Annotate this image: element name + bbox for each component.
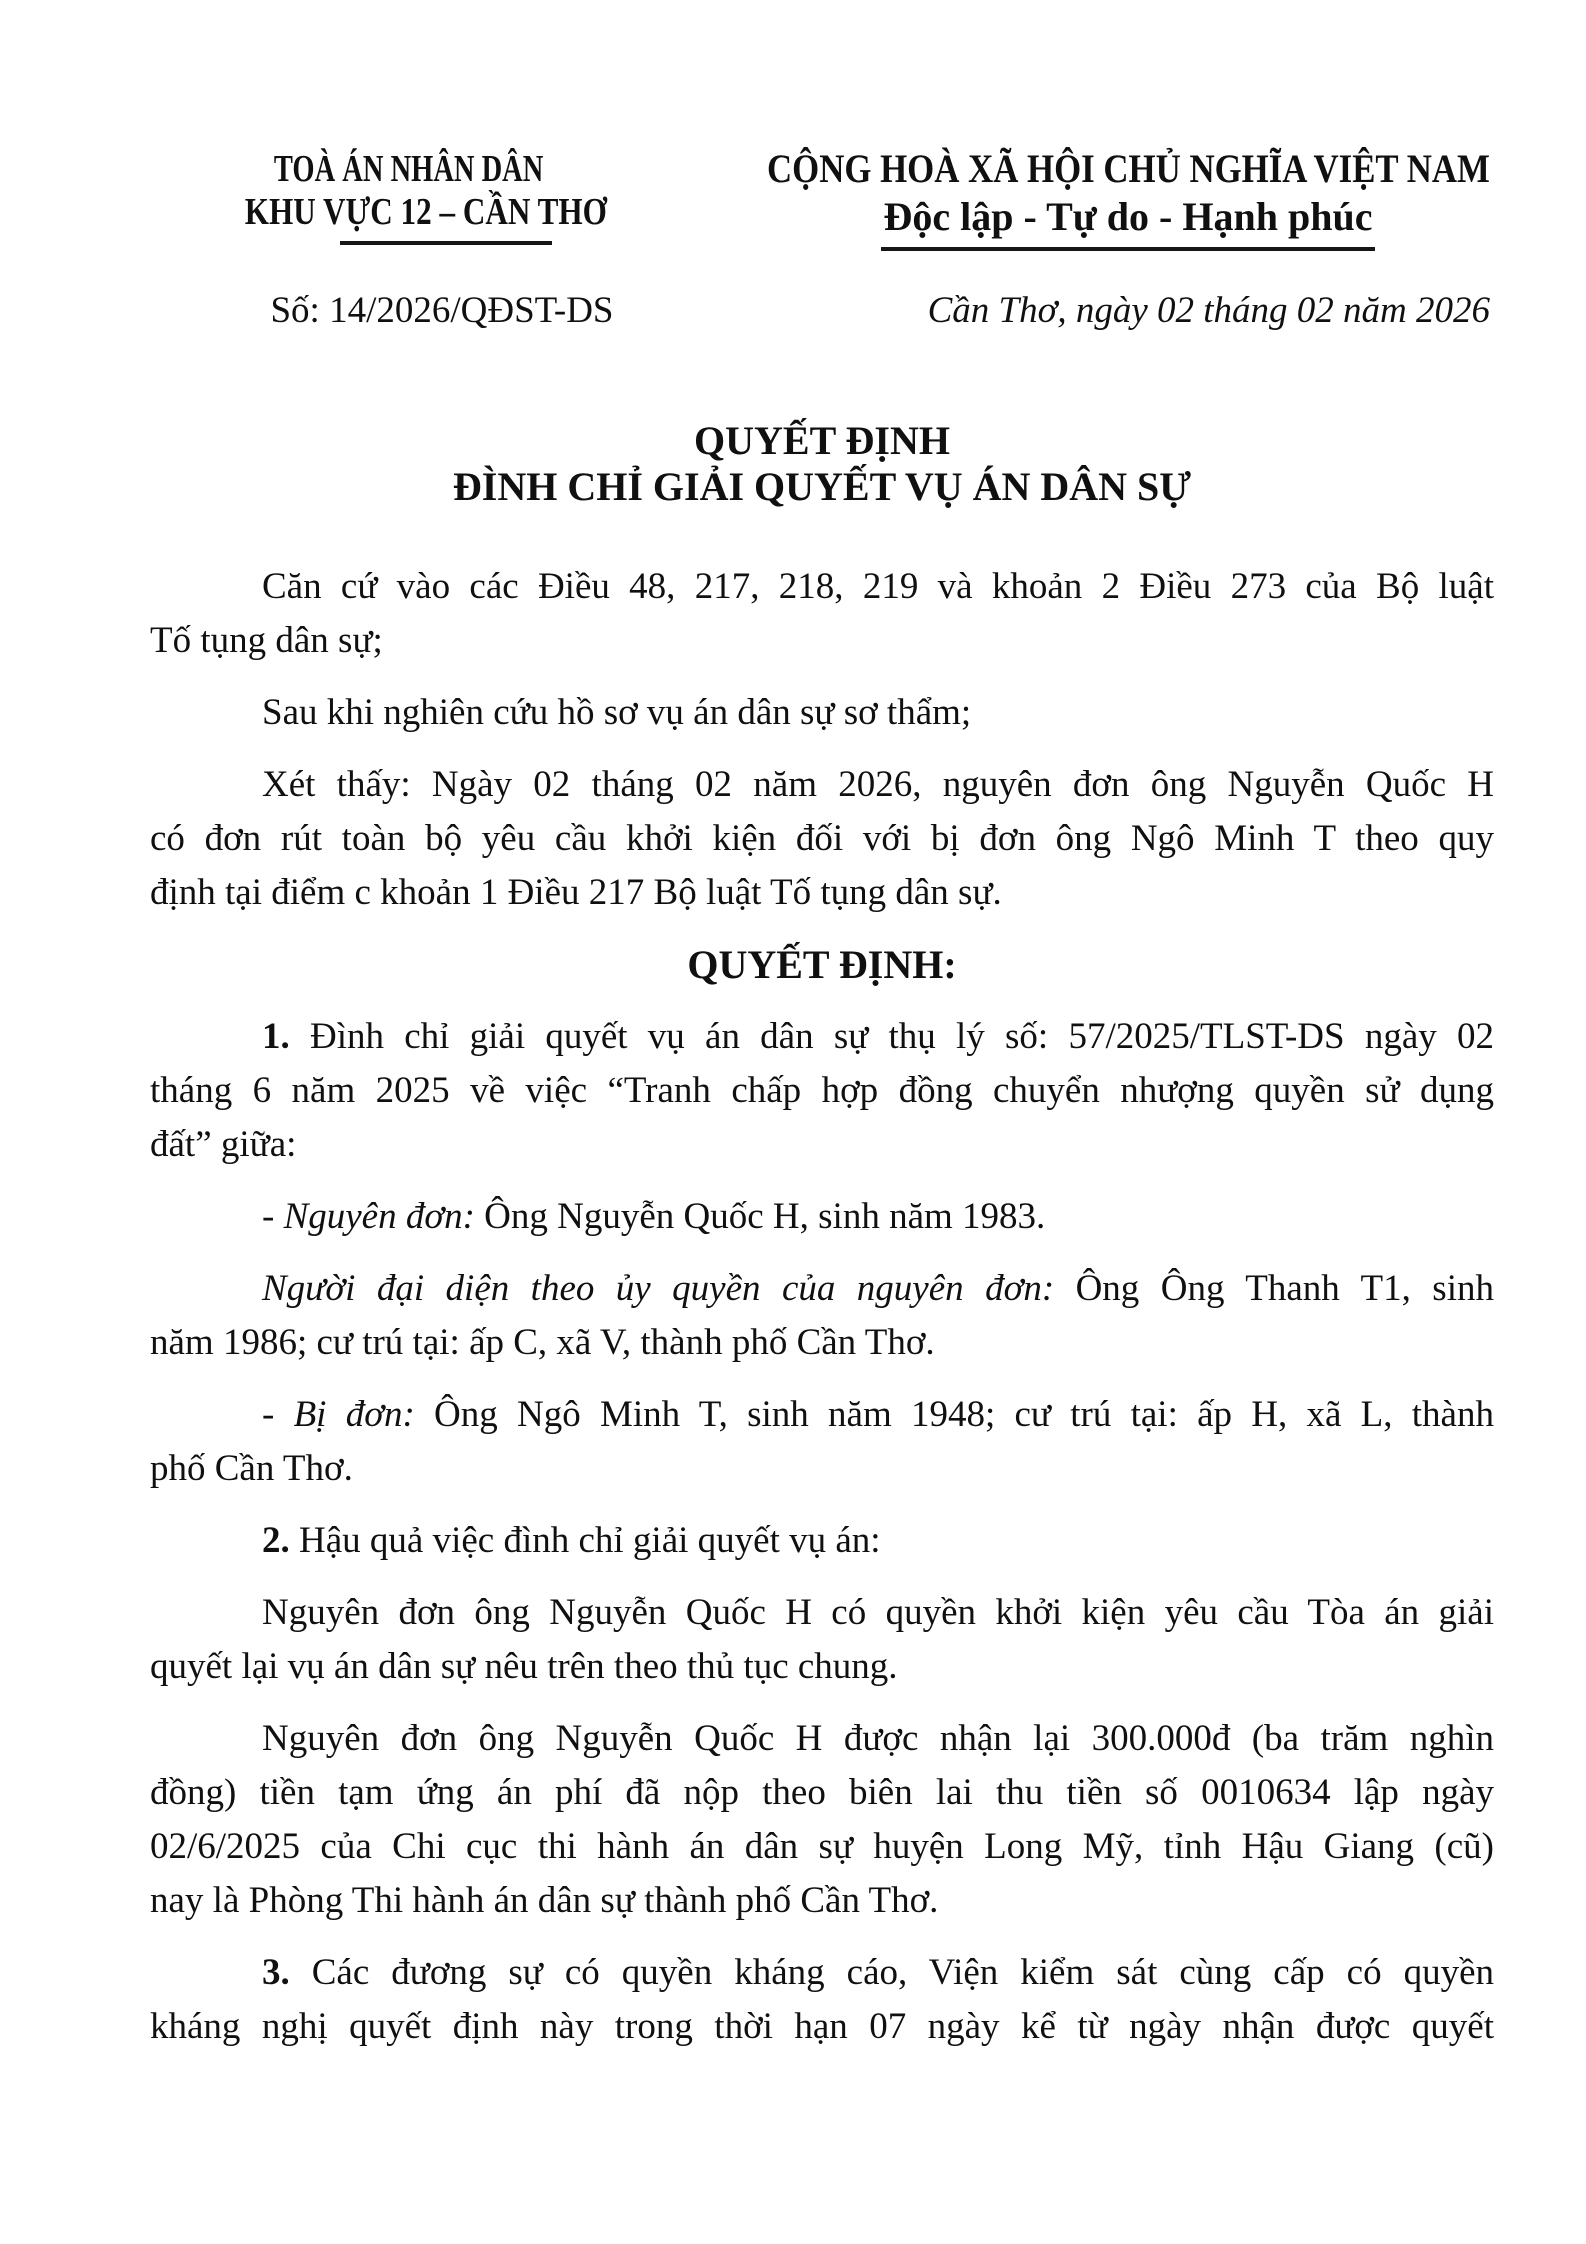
text-line (150, 1190, 1494, 1244)
text-line (150, 1586, 1494, 1640)
text-run: nay là Phòng Thi hành án dân sự thành phố Cần Thơ. (150, 1880, 939, 1921)
text-run: 1. (262, 1016, 290, 1057)
paragraph-item-3 (150, 1946, 1494, 2054)
text-line (150, 758, 1494, 812)
text-run: - Nguyên đơn: (262, 1196, 475, 1237)
text-line (150, 1820, 1494, 1874)
text-run: đồng) tiền tạm ứng án phí đã nộp theo biên lai thu tiền số 0010634 lập ngày (150, 1772, 1494, 1813)
text-line (150, 1118, 1494, 1172)
motto-line (706, 194, 1550, 251)
paragraph-can-cu (150, 560, 1494, 668)
text-run: Căn cứ vào các Điều 48, 217, 218, 219 và khoản 2 Điều 273 của Bộ luật (262, 566, 1494, 607)
republic-name-text: CỘNG HOÀ XÃ HỘI CHỦ NGHĨA VIỆT NAM (766, 146, 1490, 191)
text-run: - Bị đơn: (262, 1394, 415, 1435)
decision-heading (150, 938, 1494, 992)
text-line (150, 560, 1494, 614)
document-title (150, 418, 1494, 510)
text-run: 2. (262, 1520, 290, 1561)
text-run: Xét thấy: Ngày 02 tháng 02 năm 2026, nguyên đơn ông Nguyễn Quốc H (262, 764, 1494, 805)
place-and-date: Cần Thơ, ngày 02 tháng 02 năm 2026 (927, 290, 1490, 331)
text-run: Sau khi nghiên cứu hồ sơ vụ án dân sự sơ thẩm; (262, 692, 972, 733)
issuing-court-block (205, 148, 613, 245)
text-run: Ông Ông Thanh T1, sinh (1054, 1268, 1494, 1309)
text-line (150, 866, 1494, 920)
text-run: Nguyên đơn ông Nguyễn Quốc H có quyền khởi kiện yêu cầu Tòa án giải (262, 1592, 1494, 1633)
paragraph-xet-thay (150, 758, 1494, 920)
document-body (150, 560, 1494, 2054)
text-run: Đình chỉ giải quyết vụ án dân sự thụ lý số: 57/2025/TLST-DS ngày 02 (289, 1016, 1494, 1057)
text-line (150, 1874, 1494, 1928)
text-line (150, 1010, 1494, 1064)
republic-name-line (706, 146, 1550, 191)
court-name-text: TOÀ ÁN NHÂN DÂN (274, 148, 544, 190)
text-run: quyết lại vụ án dân sự nêu trên theo thủ tục chung. (150, 1646, 898, 1687)
text-run: QUYẾT ĐỊNH: (687, 942, 957, 987)
text-run: Ông Nguyễn Quốc H, sinh năm 1983. (474, 1196, 1046, 1237)
paragraph-nguyen-don (150, 1190, 1494, 1244)
text-run: kháng nghị quyết định này trong thời hạn 07 ngày kể từ ngày nhận được quyết (150, 2006, 1494, 2047)
text-line (150, 1316, 1494, 1370)
paragraph-sau-khi (150, 686, 1494, 740)
text-run: phố Cần Thơ. (150, 1448, 353, 1489)
document-title-line2: ĐÌNH CHỈ GIẢI QUYẾT VỤ ÁN DÂN SỰ (452, 464, 1192, 509)
paragraph-bi-don (150, 1388, 1494, 1496)
text-run: định tại điểm c khoản 1 Điều 217 Bộ luật Tố tụng dân sự. (150, 872, 1002, 913)
text-line (150, 686, 1494, 740)
text-line (150, 1712, 1494, 1766)
court-name-line2 (205, 191, 613, 234)
text-line (150, 1640, 1494, 1694)
motto-text: Độc lập - Tự do - Hạnh phúc (881, 194, 1376, 251)
document-number: Số: 14/2026/QĐST-DS (270, 290, 614, 331)
text-run: Người đại diện theo ủy quyền của nguyên đơn: (262, 1268, 1055, 1309)
text-run: Các đương sự có quyền kháng cáo, Viện kiểm sát cùng cấp có quyền (289, 1952, 1494, 1993)
text-line (150, 2000, 1494, 2054)
paragraph-item-1 (150, 1010, 1494, 1172)
text-line (150, 938, 1494, 992)
text-run: năm 1986; cư trú tại: ấp C, xã V, thành phố Cần Thơ. (150, 1322, 935, 1363)
court-region-text: KHU VỰC 12 – CẦN THƠ (244, 191, 607, 233)
text-line (150, 1442, 1494, 1496)
text-line (150, 614, 1494, 668)
text-line (150, 1766, 1494, 1820)
text-run: tháng 6 năm 2025 về việc “Tranh chấp hợp đồng chuyển nhượng quyền sử dụng (150, 1070, 1494, 1111)
paragraph-item-2 (150, 1514, 1494, 1568)
court-underline (340, 241, 552, 245)
text-run: đất” giữa: (150, 1124, 297, 1165)
text-line (150, 1064, 1494, 1118)
paragraph-dai-dien (150, 1262, 1494, 1370)
text-line (150, 1388, 1494, 1442)
paragraph-an-phi (150, 1712, 1494, 1928)
document-content (150, 418, 1494, 2072)
paragraph-hau-qua (150, 1586, 1494, 1694)
text-run: 02/6/2025 của Chi cục thi hành án dân sự huyện Long Mỹ, tỉnh Hậu Giang (cũ) (150, 1826, 1494, 1867)
text-line (150, 812, 1494, 866)
text-run: Tố tụng dân sự; (150, 620, 383, 661)
text-run: Hậu quả việc đình chỉ giải quyết vụ án: (289, 1520, 881, 1561)
national-motto-block (706, 146, 1550, 251)
text-run: Ông Ngô Minh T, sinh năm 1948; cư trú tại: ấp H, xã L, thành (414, 1394, 1494, 1435)
text-line (150, 1946, 1494, 2000)
text-line (150, 1514, 1494, 1568)
text-line (150, 1262, 1494, 1316)
text-run: có đơn rút toàn bộ yêu cầu khởi kiện đối với bị đơn ông Ngô Minh T theo quy (150, 818, 1494, 859)
court-name-line1 (205, 148, 613, 191)
text-run: 3. (262, 1952, 290, 1993)
text-run: Nguyên đơn ông Nguyễn Quốc H được nhận lại 300.000đ (ba trăm nghìn (262, 1718, 1494, 1759)
document-title-line1: QUYẾT ĐỊNH (694, 418, 950, 463)
